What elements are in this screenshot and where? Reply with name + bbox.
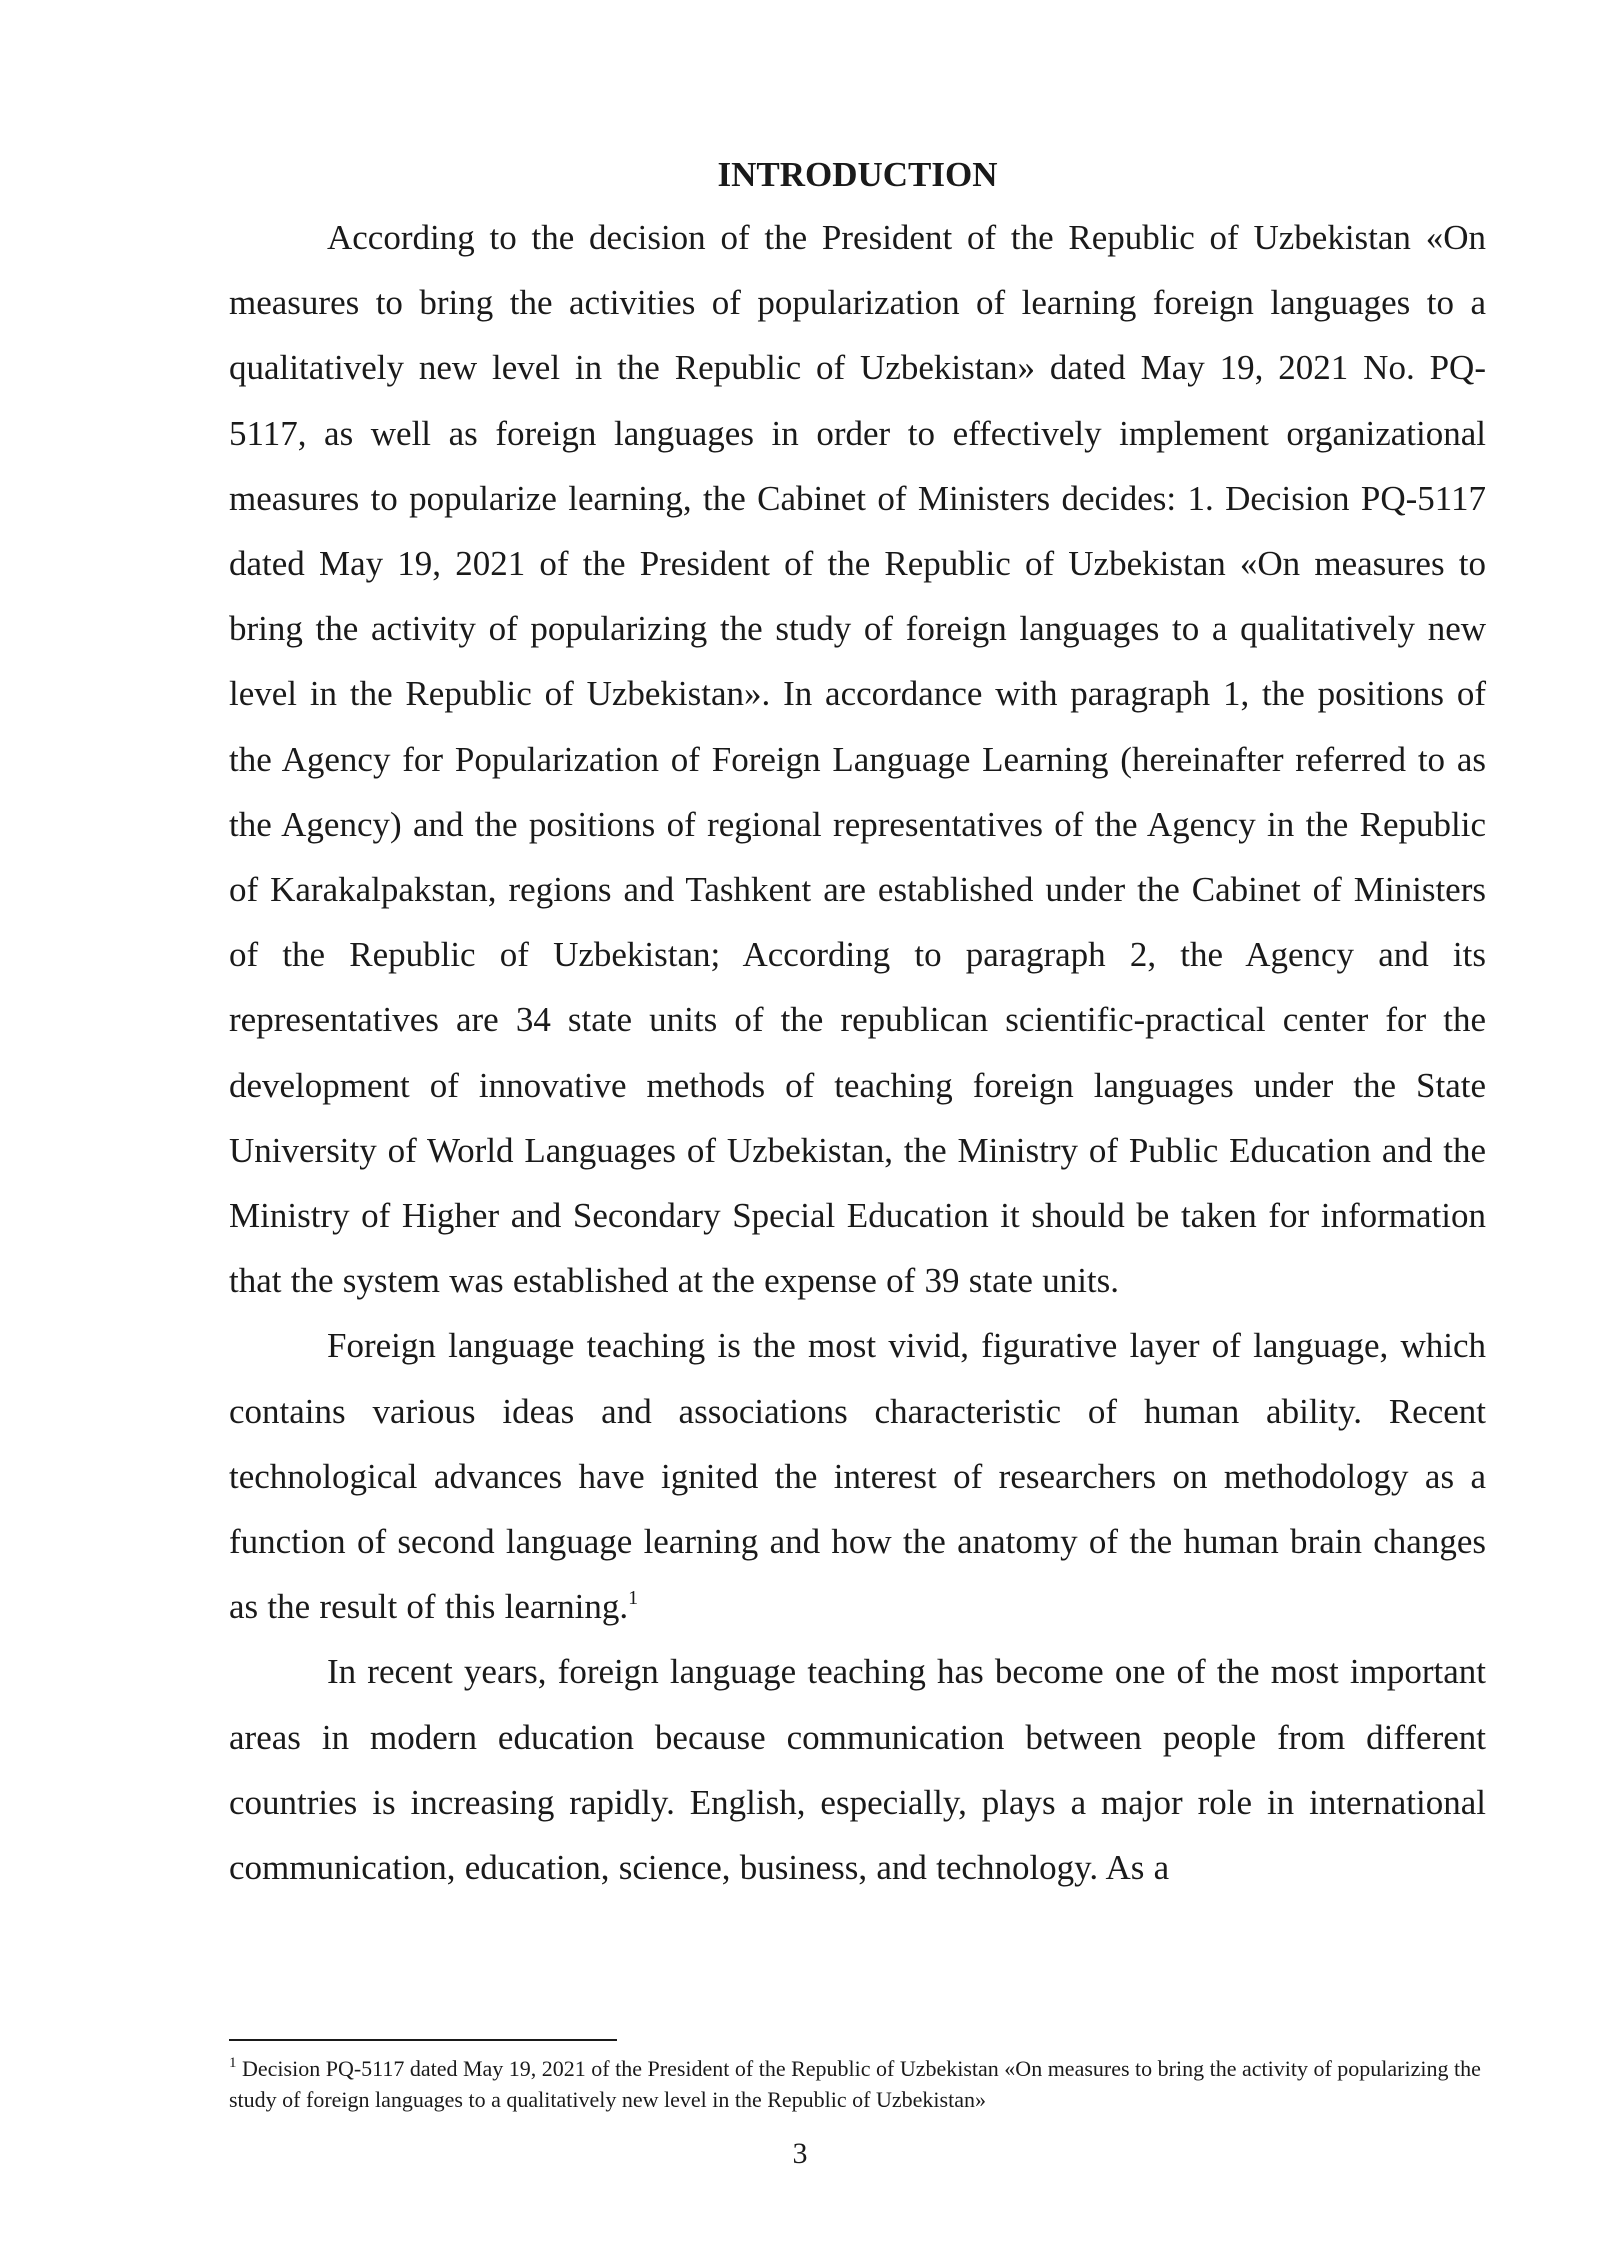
- paragraph-2: [229, 1313, 1486, 1639]
- paragraph-2-text: Foreign language teaching is the most vivid, figurative layer of language, which contains various ideas and associations characteristic of human ability. Recent technological advances have ignited the interest of researchers on methodology as a function of second language learning and how the anatomy of the human brain changes as the result of this learning.: [229, 1326, 1486, 1627]
- footnote-reference[interactable]: 1: [628, 1586, 639, 1609]
- footnote-mark: 1: [229, 2054, 237, 2071]
- footnote-separator: [229, 2039, 617, 2041]
- paragraph-1-text: According to the decision of the President of the Republic of Uzbekistan «On measures to bring the activities of popularization of learning foreign languages to a qualitatively new level in the Republic of Uzbekistan» dated May 19, 2021 No. PQ-5117, as well as foreign languages in order to effectively implement organizational measures to popularize learning, the Cabinet of Ministers decides: 1. Decision PQ-5117 dated May 19, 2021 of the President of the Republic of Uzbekistan «On measures to bring the activity of popularizing the study of foreign languages to a qualitatively new level in the Republic of Uzbekistan». In accordance with paragraph 1, the positions of the Agency for Popularization of Foreign Language Learning (hereinafter referred to as the Agency) and the positions of regional representatives of the Agency in the Republic of Karakalpakstan, regions and Tashkent are established under the Cabinet of Ministers of the Republic of Uzbekistan; According to paragraph 2, the Agency and its representatives are 34 state units of the republican scientific-practical center for the development of innovative methods of teaching foreign languages under the State University of World Languages of Uzbekistan, the Ministry of Public Education and the Ministry of Higher and Secondary Special Education it should be taken for information that the system was established at the expense of 39 state units.: [229, 218, 1486, 1301]
- paragraph-3-text: In recent years, foreign language teaching has become one of the most important areas in modern education because communication between people from different countries is increasing rapidly. English, especially, plays a major role in international communication, education, science, business, and technology. As a: [229, 1652, 1486, 1888]
- section-heading: INTRODUCTION: [717, 155, 998, 194]
- page-number: 3: [792, 2137, 808, 2170]
- footnote-text: Decision PQ-5117 dated May 19, 2021 of the President of the Republic of Uzbekistan «On measures to bring the activity of popularizing the study of foreign languages to a qualitatively new level in the Republic of Uzbekistan»: [229, 2056, 1481, 2112]
- page-body: [229, 145, 1486, 1900]
- paragraph-3: [229, 1639, 1486, 1900]
- footnote: [229, 2053, 1486, 2115]
- paragraph-1: [229, 205, 1486, 1313]
